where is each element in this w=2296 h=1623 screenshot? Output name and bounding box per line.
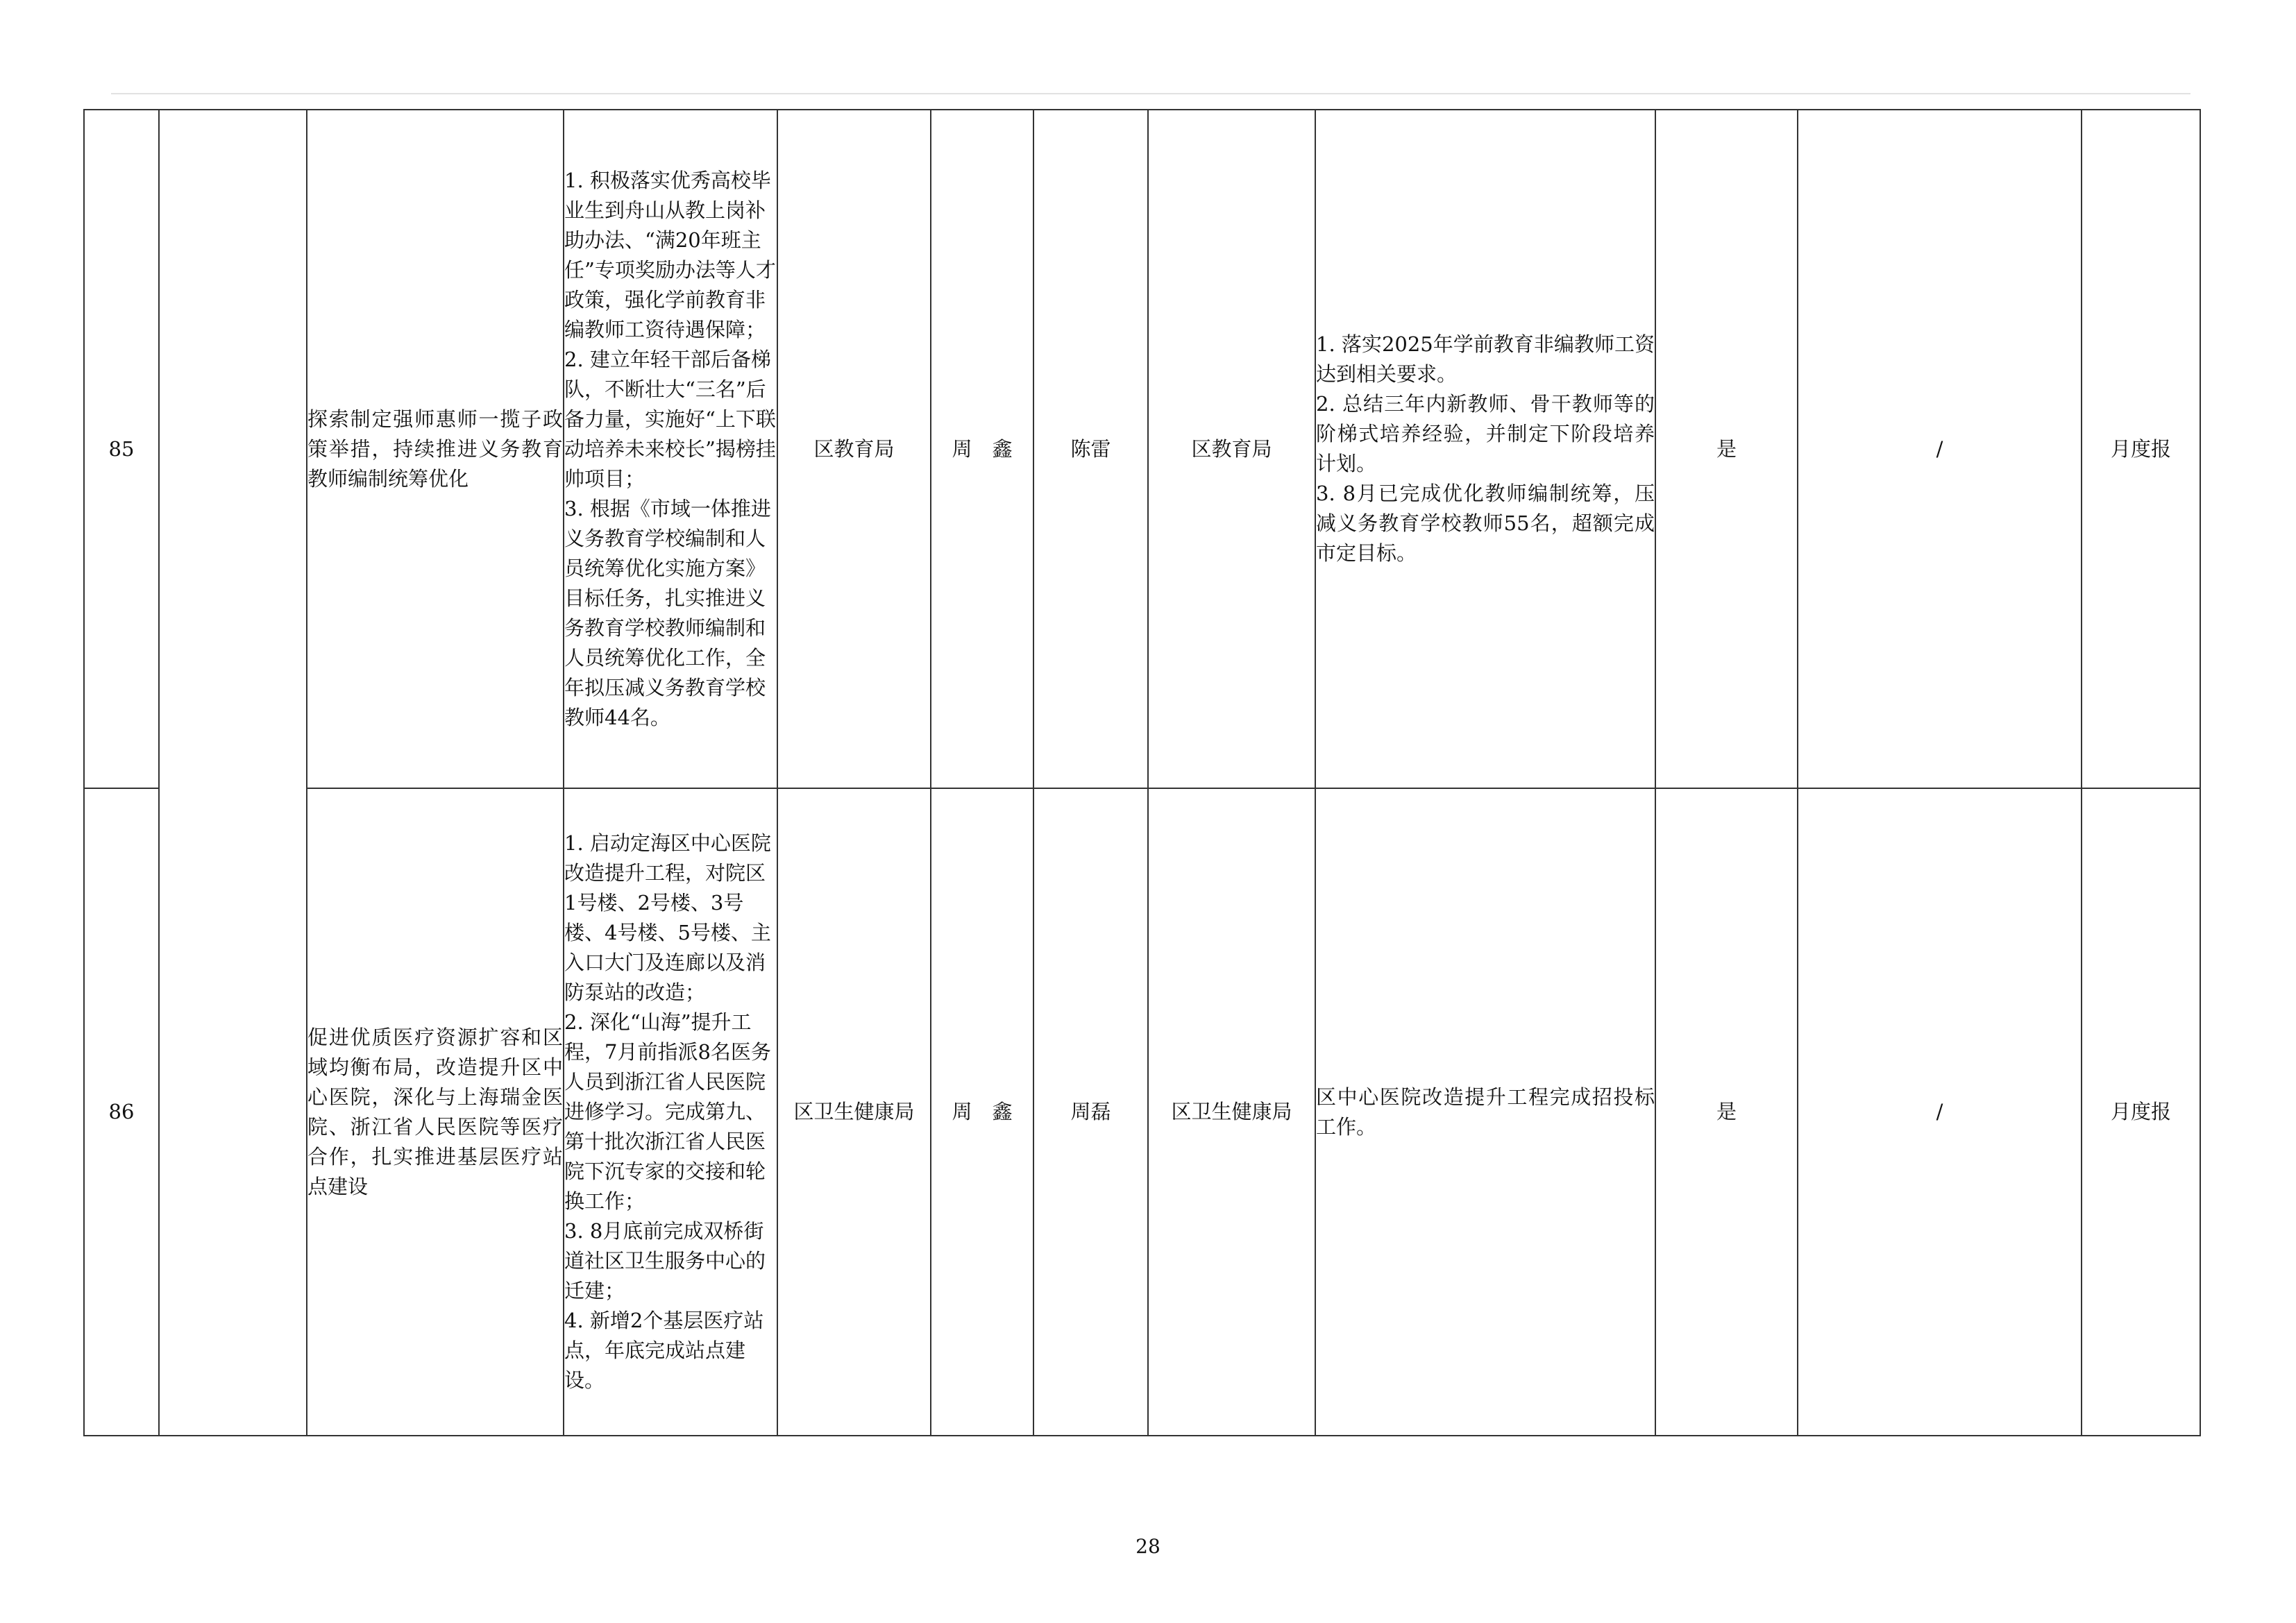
table-row [84, 110, 2200, 788]
contact-name: 周磊 [1033, 788, 1148, 1436]
work-step: 2. 建立年轻干部后备梯队，不断壮大“三名”后备力量，实施好“上下联动培养未来校长”揭榜挂帅项目； [564, 347, 776, 491]
progress-item: 1. 落实2025年学前教育非编教师工资达到相关要求。 [1316, 332, 1655, 386]
row-number: 86 [84, 788, 159, 1436]
table-row [84, 788, 2200, 1436]
task-content: 促进优质医疗资源扩容和区域均衡布局，改造提升区中心医院，深化与上海瑞金医院、浙江省人民医院等医疗合作，扎实推进基层医疗站点建设 [307, 788, 564, 1436]
work-steps [564, 788, 777, 1436]
work-step: 1. 启动定海区中心医院改造提升工程，对院区1号楼、2号楼、3号楼、4号楼、5号楼、主入口大门及连廊以及消防泵站的改造； [564, 831, 771, 1004]
report-frequency: 月度报 [2082, 788, 2200, 1436]
issues-cell: / [1798, 110, 2082, 788]
row-number: 85 [84, 110, 159, 788]
page-number: 28 [1136, 1535, 1160, 1558]
work-step: 2. 深化“山海”提升工程，7月前指派8名医务人员到浙江省人民医院进修学习。完成第九、第十批次浙江省人民医院下沉专家的交接和轮换工作； [564, 1010, 771, 1213]
task-content: 探索制定强师惠师一揽子政策举措，持续推进义务教育教师编制统筹优化 [307, 110, 564, 788]
on-schedule-flag: 是 [1655, 788, 1798, 1436]
progress-cell [1315, 110, 1655, 788]
work-steps [564, 110, 777, 788]
on-schedule-flag: 是 [1655, 110, 1798, 788]
category-cell [159, 110, 307, 1436]
responsible-unit: 区卫生健康局 [1148, 788, 1315, 1436]
progress-item: 区中心医院改造提升工程完成招投标工作。 [1316, 1085, 1655, 1139]
lead-unit: 区卫生健康局 [777, 788, 931, 1436]
progress-item: 2. 总结三年内新教师、骨干教师等的阶梯式培养经验，并制定下阶段培养计划。 [1316, 392, 1655, 475]
work-step: 3. 8月底前完成双桥街道社区卫生服务中心的迁建； [564, 1219, 766, 1302]
progress-cell [1315, 788, 1655, 1436]
work-step: 4. 新增2个基层医疗站点，年底完成站点建设。 [564, 1309, 764, 1392]
issues-cell: / [1798, 788, 2082, 1436]
responsible-unit: 区教育局 [1148, 110, 1315, 788]
task-table [83, 109, 2201, 1436]
leader-name: 周 鑫 [931, 110, 1033, 788]
contact-name: 陈雷 [1033, 110, 1148, 788]
progress-item: 3. 8月已完成优化教师编制统筹，压减义务教育学校教师55名，超额完成市定目标。 [1316, 482, 1655, 565]
leader-name: 周 鑫 [931, 788, 1033, 1436]
lead-unit: 区教育局 [777, 110, 931, 788]
report-frequency: 月度报 [2082, 110, 2200, 788]
work-step: 1. 积极落实优秀高校毕业生到舟山从教上岗补助办法、“满20年班主任”专项奖励办法等人才政策，强化学前教育非编教师工资待遇保障； [564, 168, 776, 341]
page-header-rule [111, 93, 2191, 94]
work-step: 3. 根据《市域一体推进义务教育学校编制和人员统筹优化实施方案》目标任务，扎实推进义务教育学校教师编制和人员统筹优化工作，全年拟压减义务教育学校教师44名。 [564, 496, 771, 729]
